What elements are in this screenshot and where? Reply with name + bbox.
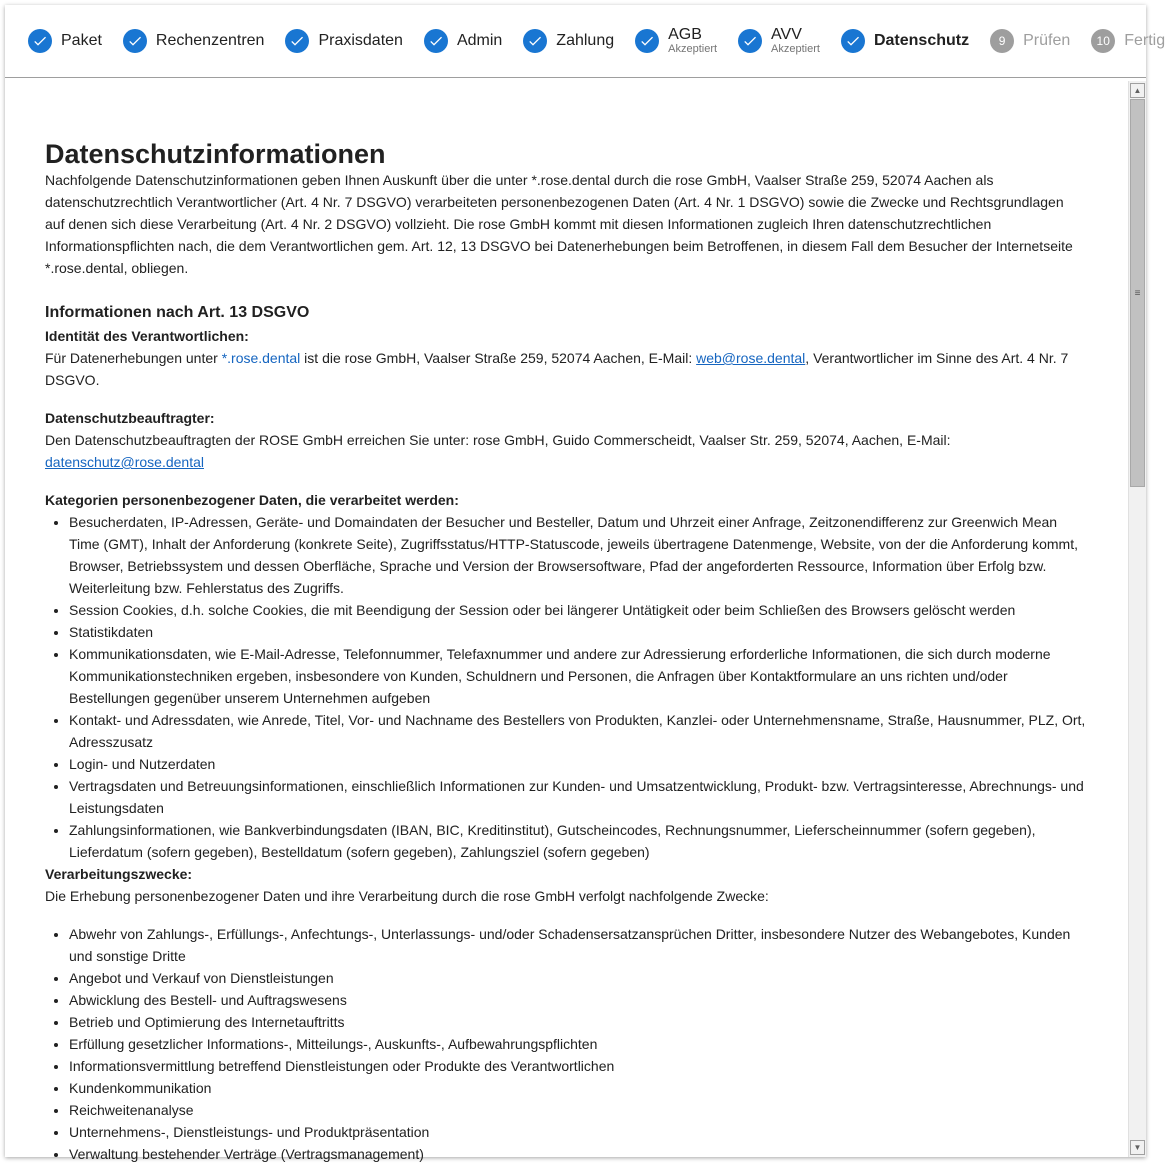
check-icon bbox=[424, 29, 448, 53]
list-item: • Abwicklung des Bestell- und Auftragswesens bbox=[69, 989, 1086, 1011]
purposes-list bbox=[45, 923, 1086, 1165]
categories-heading: Kategorien personenbezogener Daten, die verarbeitet werden: bbox=[45, 492, 459, 508]
privacy-document bbox=[5, 81, 1146, 1165]
step-label: AVV bbox=[771, 26, 802, 43]
list-item: • Erfüllung gesetzlicher Informations-, Mitteilungs-, Auskunfts-, Aufbewahrungspflichten bbox=[69, 1033, 1086, 1055]
list-item: • Kommunikationsdaten, wie E-Mail-Adresse, Telefonnummer, Telefaxnummer und andere zur Adressierung erforderliche Informationen, die sich durch moderne Kommunikationstechniken ergeben, insbesondere von Kunden, Schuldnern und Personen, die Anfragen über Kontaktformulare an uns richten und/oder Bestellungen gegenüber unserem Unternehmen aufgeben bbox=[69, 643, 1086, 709]
section-title: Informationen nach Art. 13 DSGVO bbox=[45, 304, 310, 321]
step-label: Zahlung bbox=[556, 32, 615, 49]
stepper bbox=[5, 5, 1165, 78]
check-icon bbox=[123, 29, 147, 53]
check-icon bbox=[523, 29, 547, 53]
step-praxisdaten[interactable] bbox=[285, 29, 403, 53]
list-item: • Betrieb und Optimierung des Internetauftritts bbox=[69, 1011, 1086, 1033]
check-icon bbox=[635, 29, 659, 53]
step-rechenzentren[interactable] bbox=[123, 29, 265, 53]
step-label: Praxisdaten bbox=[318, 32, 403, 49]
step-zahlung[interactable] bbox=[523, 29, 614, 53]
list-item: • Vertragsdaten und Betreuungsinformationen, einschließlich Informationen zur Kunden- und Umsatzentwicklung, Produkt- bzw. Vertragsinteresse, Abrechnungs- und Leistungsdaten bbox=[69, 775, 1086, 819]
list-item: • Statistikdaten bbox=[69, 621, 1086, 643]
identity-text: Für Datenerhebungen unter bbox=[45, 350, 222, 366]
list-item: • Kontakt- und Adressdaten, wie Anrede, Titel, Vor- und Nachname des Bestellers von Produkten, Kanzlei- oder Unternehmensname, Straße, Hausnummer, PLZ, Ort, Adresszusatz bbox=[69, 709, 1086, 753]
dpo-email-link[interactable]: datenschutz@rose.dental bbox=[45, 454, 204, 470]
document-title: Datenschutzinformationen bbox=[45, 139, 386, 169]
list-item: • Informationsvermittlung betreffend Dienstleistungen oder Produkte des Verantwortlichen bbox=[69, 1055, 1086, 1077]
dpo-text: Den Datenschutzbeauftragten der ROSE GmbH erreichen Sie unter: rose GmbH, Guido Commerscheidt, Vaalser Str. 259, 52074, Aachen, E-Mail: bbox=[45, 432, 951, 448]
step-paket[interactable] bbox=[28, 29, 102, 53]
check-icon bbox=[285, 29, 309, 53]
scrollbar-thumb[interactable]: ≡ bbox=[1130, 99, 1145, 487]
list-item: • Reichweitenanalyse bbox=[69, 1099, 1086, 1121]
step-sublabel: Akzeptiert bbox=[771, 43, 820, 55]
step-avv[interactable] bbox=[738, 27, 820, 55]
purposes-intro: Die Erhebung personenbezogener Daten und ihre Verarbeitung durch die rose GmbH verfolgt nachfolgende Zwecke: bbox=[45, 888, 769, 904]
identity-text: , Verantwortlicher im Sinne des Art. 4 Nr. 7 DSGVO. bbox=[45, 350, 1069, 388]
document-viewport[interactable] bbox=[5, 81, 1146, 1162]
vertical-scrollbar[interactable] bbox=[1128, 81, 1146, 1157]
step-agb[interactable] bbox=[635, 27, 717, 55]
identity-text: ist die rose GmbH, Vaalser Straße 259, 52074 Aachen, E-Mail: bbox=[300, 350, 697, 366]
list-item: • Session Cookies, d.h. solche Cookies, die mit Beendigung der Session oder bei längerer Untätigkeit oder beim Schließen des Browsers gelöscht werden bbox=[69, 599, 1086, 621]
intro-paragraph: Nachfolgende Datenschutzinformationen geben Ihnen Auskunft über die unter *.rose.dental durch die rose GmbH, Vaalser Straße 259, 52074 Aachen als datenschutzrechtlich Verantwortlicher (Art. 4 Nr. 7 DSGVO) verarbeiteten personenbezogenen Daten (Art. 4 Nr. 1 DSGVO) sowie die Zwecke und Rechtsgrundlagen auf denen sich diese Verarbeitung (Art. 4 Nr. 2 DSGVO) vollzieht. Die rose GmbH kommt mit diesen Informationen zugleich Ihren datenschutzrechtlichen Informationspflichten nach, die dem Verantwortlichen gem. Art. 12, 13 DSGVO bei Datenerhebungen beim Betroffenen, in diesem Fall dem Besucher der Internetseite *.rose.dental, obliegen. bbox=[45, 172, 1073, 276]
check-icon bbox=[738, 29, 762, 53]
scroll-down-arrow-icon[interactable]: ▼ bbox=[1130, 1140, 1145, 1155]
dpo-paragraph bbox=[45, 429, 1086, 473]
step-label: Rechenzentren bbox=[155, 32, 265, 49]
step-number-badge: 10 bbox=[1091, 29, 1115, 53]
web-email-link[interactable]: web@rose.dental bbox=[696, 350, 806, 366]
list-item: • Besucherdaten, IP-Adressen, Geräte- und Domaindaten der Besucher und Besteller, Datum und Uhrzeit einer Anfrage, Zeitzonendifferenz zur Greenwich Mean Time (GMT), Inhalt der Anforderung (konkrete Seite), Zugriffsstatus/HTTP-Statuscode, jeweils übertragene Datenmenge, Website, von der die Anforderung kommt, Browser, Betriebssystem und dessen Oberfläche, Sprache und Version der Browsersoftware, Pfad der angeforderten Ressource, Information über Erfolg bzw. Weiterleitung bzw. Fehlerstatus des Zugriffs. bbox=[69, 511, 1086, 599]
list-item: • Verwaltung bestehender Verträge (Vertragsmanagement) bbox=[69, 1143, 1086, 1165]
step-datenschutz[interactable] bbox=[841, 29, 969, 53]
step-label: AGB bbox=[668, 26, 702, 43]
step-pruefen[interactable] bbox=[990, 29, 1070, 53]
list-item: • Login- und Nutzerdaten bbox=[69, 753, 1086, 775]
step-label: Fertig bbox=[1124, 32, 1165, 49]
purposes-heading: Verarbeitungszwecke: bbox=[45, 866, 193, 882]
scroll-up-arrow-icon[interactable]: ▲ bbox=[1130, 83, 1145, 98]
step-label: Admin bbox=[456, 32, 503, 49]
identity-heading: Identität des Verantwortlichen: bbox=[45, 328, 249, 344]
step-number-badge: 9 bbox=[990, 29, 1014, 53]
check-icon bbox=[28, 29, 52, 53]
step-label: Prüfen bbox=[1023, 32, 1071, 49]
categories-list bbox=[45, 511, 1086, 863]
check-icon bbox=[841, 29, 865, 53]
step-fertig[interactable] bbox=[1091, 29, 1165, 53]
identity-paragraph bbox=[45, 347, 1086, 391]
list-item: • Unternehmens-, Dienstleistungs- und Produktpräsentation bbox=[69, 1121, 1086, 1143]
list-item: • Zahlungsinformationen, wie Bankverbindungsdaten (IBAN, BIC, Kreditinstitut), Gutscheincodes, Rechnungsnummer, Lieferscheinnummer (sofern gegeben), Lieferdatum (sofern gegeben), Bestelldatum (sofern gegeben), Zahlungsziel (sofern gegeben) bbox=[69, 819, 1086, 863]
step-sublabel: Akzeptiert bbox=[668, 43, 718, 55]
rose-dental-link[interactable]: *.rose.dental bbox=[221, 350, 301, 366]
step-label: Paket bbox=[61, 32, 102, 49]
list-item: • Abwehr von Zahlungs-, Erfüllungs-, Anfechtungs-, Unterlassungs- und/oder Schadensersatzansprüchen Dritter, insbesondere Nutzer des Webangebotes, Kunden und sonstige Dritte bbox=[69, 923, 1086, 967]
list-item: • Angebot und Verkauf von Dienstleistungen bbox=[69, 967, 1086, 989]
step-admin[interactable] bbox=[424, 29, 502, 53]
dpo-heading: Datenschutzbeauftragter: bbox=[45, 410, 215, 426]
list-item: • Kundenkommunikation bbox=[69, 1077, 1086, 1099]
step-label: Datenschutz bbox=[873, 32, 970, 49]
app-frame bbox=[5, 5, 1165, 1162]
